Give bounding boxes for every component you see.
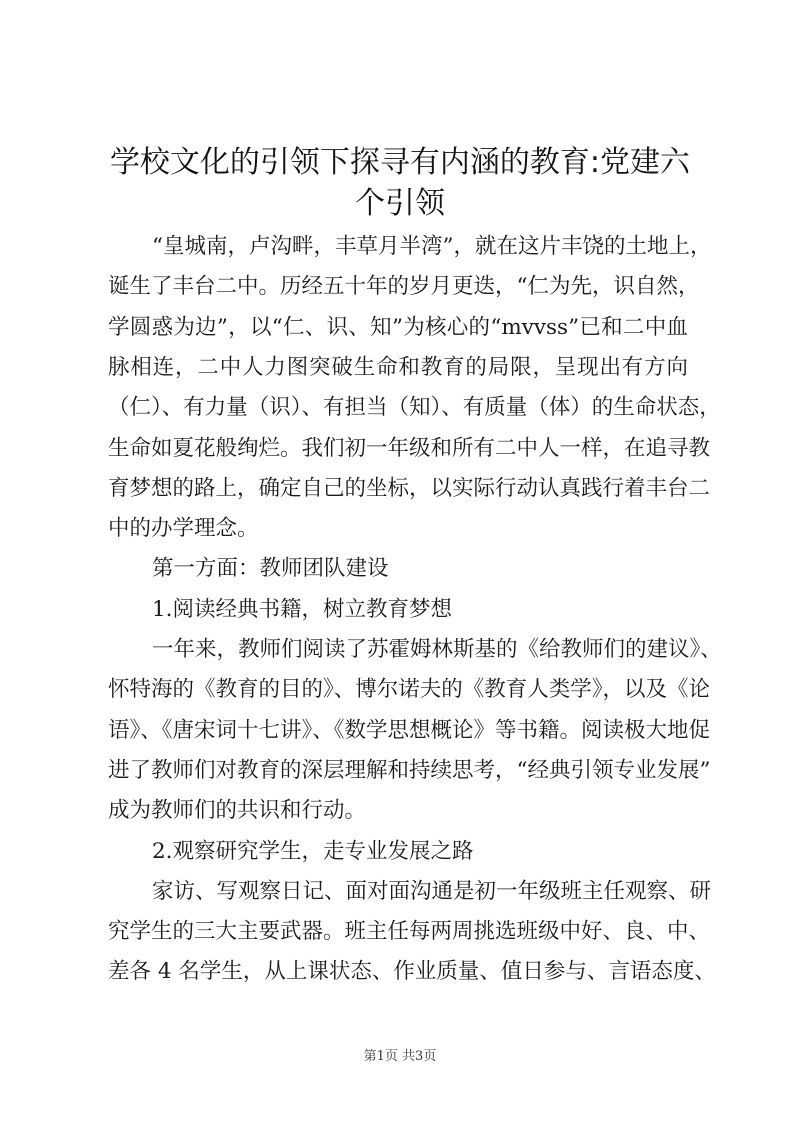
- document-title-line-2: 个引领: [355, 186, 445, 221]
- text-line: 进了教师们对教育的深层理解和持续思考，“经典引领专业发展”: [108, 757, 711, 783]
- text-line: 中的办学理念。: [108, 516, 259, 542]
- text-line: 家访、写观察日记、面对面沟通是初一年级班主任观察、研: [152, 878, 712, 904]
- text-line: 诞生了丰台二中。历经五十年的岁月更迭，“仁为先，识自然，: [108, 274, 700, 300]
- text-line: “皇城南，卢沟畔，丰草月半湾”，就在这片丰饶的土地上，: [152, 234, 712, 259]
- text-line: 成为教师们的共识和行动。: [108, 798, 367, 824]
- text-line: 语》、《唐宋词十七讲》、《数学思想概论》等书籍。阅读极大地促: [108, 717, 711, 743]
- text-line: 2.观察研究学生，走专业发展之路: [152, 838, 474, 864]
- text-line: 差各 4 名学生，从上课状态、作业质量、值日参与、言语态度、: [108, 959, 716, 985]
- text-line: 究学生的三大主要武器。班主任每两周挑选班级中好、良、中、: [108, 919, 711, 945]
- text-line: 1.阅读经典书籍，树立教育梦想: [152, 596, 453, 622]
- text-line: 脉相连，二中人力图突破生命和教育的局限，呈现出有方向: [108, 354, 688, 380]
- text-line: 一年来，教师们阅读了苏霍姆林斯基的《给教师们的建议》、: [152, 637, 722, 662]
- text-line: 怀特海的《教育的目的》、博尔诺夫的《教育人类学》，以及《论: [108, 677, 711, 703]
- text-line: 学圆惑为边”，以“仁、识、知”为核心的“mvvss”已和二中血: [108, 314, 688, 340]
- document-title-line-1: 学校文化的引领下探寻有内涵的教育:党建六: [109, 145, 691, 180]
- text-line: 生命如夏花般绚烂。我们初一年级和所有二中人一样，在追寻教: [108, 435, 711, 461]
- text-line: （仁）、有力量（识）、有担当（知）、有质量（体）的生命状态，: [108, 395, 721, 421]
- text-line: 第一方面：教师团队建设: [152, 556, 389, 582]
- page-footer: 第1页 共3页: [363, 1049, 437, 1064]
- text-line: 育梦想的路上，确定自己的坐标，以实际行动认真践行着丰台二: [108, 475, 711, 501]
